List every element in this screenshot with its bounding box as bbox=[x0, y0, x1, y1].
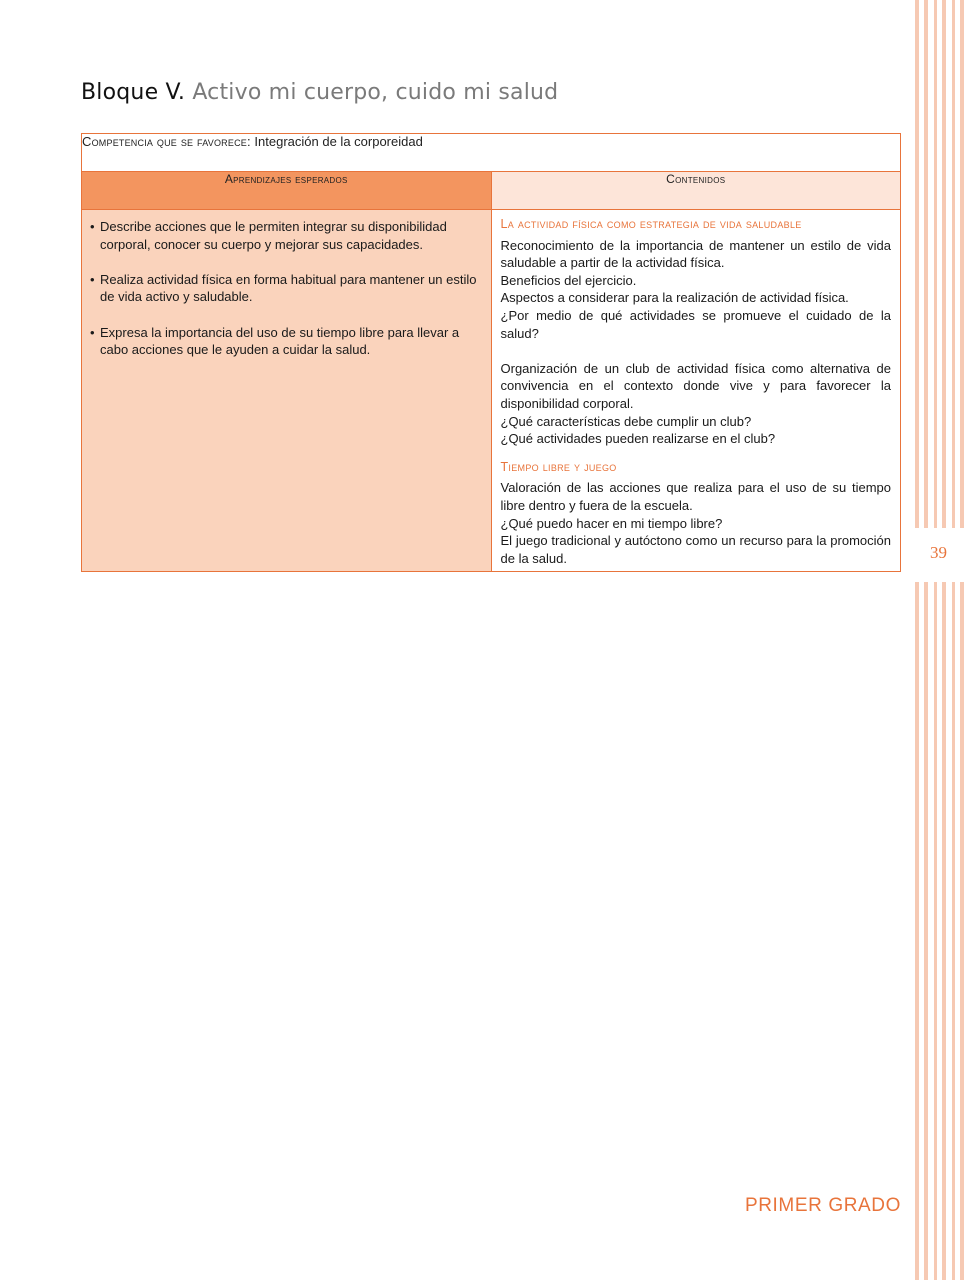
page-number: 39 bbox=[930, 543, 947, 562]
contenido-text: Aspectos a considerar para la realización de actividad física. bbox=[500, 290, 849, 306]
block-number: Bloque V. bbox=[81, 80, 186, 105]
competencia-cell bbox=[82, 134, 901, 172]
body-row bbox=[82, 210, 901, 572]
header-contenidos: Contenidos bbox=[491, 172, 901, 210]
aprendizaje-item: • Expresa la importancia del uso de su tiempo libre para llevar a cabo acciones que le ayuden a cuidar la salud. bbox=[90, 324, 483, 359]
contenido-text: Beneficios del ejercicio. bbox=[500, 272, 637, 288]
block-title: Activo mi cuerpo, cuido mi salud bbox=[192, 80, 559, 105]
contenido-text: El juego tradicional y autóctono como un recurso para la promoción de la salud. bbox=[500, 533, 891, 566]
contenido-text: ¿Qué puedo hacer en mi tiempo libre? bbox=[500, 515, 723, 531]
competencia-label: Competencia que se favorece: bbox=[82, 134, 251, 149]
competencia-row bbox=[82, 134, 901, 172]
section-title-tiempo-libre: Tiempo libre y juego bbox=[500, 459, 617, 474]
aprendizajes-column bbox=[82, 210, 492, 572]
page-title bbox=[81, 80, 558, 105]
footer-grade: PRIMER GRADO bbox=[744, 1195, 901, 1216]
aprendizaje-item: • Realiza actividad física en forma habitual para mantener un estilo de vida activo y saludable. bbox=[90, 271, 483, 306]
decorative-stripes bbox=[915, 0, 972, 1280]
contenido-text: Organización de un club de actividad física como alternativa de convivencia en el contexto donde vive y para favorecer la disponibilidad corporal. bbox=[500, 360, 891, 411]
contenidos-column bbox=[491, 210, 901, 572]
aprendizaje-item: • Describe acciones que le permiten integrar su disponibilidad corporal, conocer su cuerpo y mejorar sus capacidades. bbox=[90, 218, 483, 253]
contenido-text: Valoración de las acciones que realiza para el uso de su tiempo libre dentro y fuera de la escuela. bbox=[500, 480, 891, 513]
section-title-actividad: La actividad física como estrategia de vida saludable bbox=[500, 217, 802, 231]
header-row bbox=[82, 172, 901, 210]
header-aprendizajes: Aprendizajes esperados bbox=[82, 172, 492, 210]
contenido-text: ¿Qué actividades pueden realizarse en el club? bbox=[500, 431, 776, 447]
contenido-text: ¿Qué características debe cumplir un club? bbox=[500, 413, 752, 429]
contenido-text: ¿Por medio de qué actividades se promueve el cuidado de la salud? bbox=[500, 307, 891, 341]
content-table bbox=[81, 133, 901, 572]
aprendizajes-list bbox=[90, 218, 483, 359]
contenido-text: Reconocimiento de la importancia de mantener un estilo de vida saludable a partir de la actividad física. bbox=[500, 237, 891, 271]
competencia-value: Integración de la corporeidad bbox=[254, 134, 423, 149]
